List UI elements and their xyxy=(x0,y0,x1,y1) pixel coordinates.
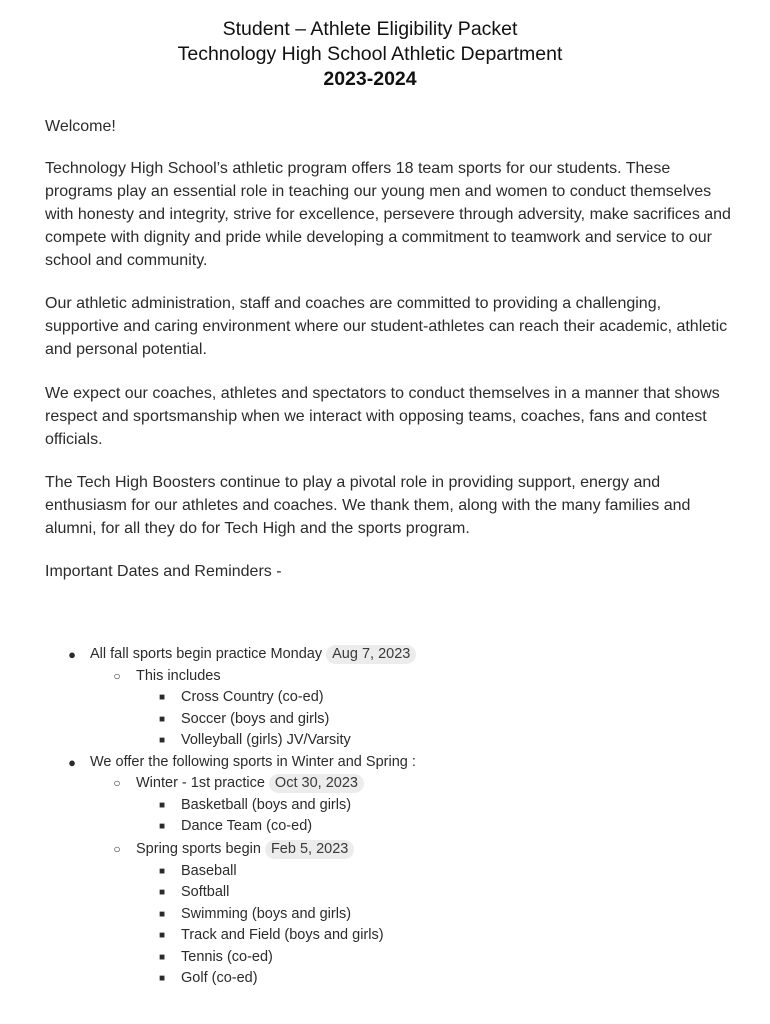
list-item xyxy=(0,882,770,904)
bullet-square-icon: ■ xyxy=(158,735,166,746)
paragraph-program: Technology High School’s athletic program offers 18 team sports for our students. These programs play an essential role in teaching our young men and women to conduct themselves with honesty and integrity, strive for excellence, persevere through adversity, make sacrifices and compete with dignity and pride while developing a commitment to teamwork and service to our school and community. xyxy=(45,160,731,269)
spring-begin-text: Spring sports begin xyxy=(136,841,261,857)
dates-list xyxy=(0,644,770,990)
bullet-disc-icon: ● xyxy=(68,754,76,770)
list-item xyxy=(0,752,770,774)
sport-item: Track and Field (boys and girls) xyxy=(181,927,384,943)
list-item xyxy=(0,861,770,883)
date-chip[interactable]: Aug 7, 2023 xyxy=(326,645,416,664)
bullet-square-icon: ■ xyxy=(158,930,166,941)
welcome-text: Welcome! xyxy=(45,118,116,135)
bullet-circle-icon: ○ xyxy=(113,842,121,856)
bullet-circle-icon: ○ xyxy=(113,776,121,790)
sport-item: Soccer (boys and girls) xyxy=(181,710,330,727)
sport-item: Swimming (boys and girls) xyxy=(181,905,352,922)
paragraph-conduct: We expect our coaches, athletes and spectators to conduct themselves in a manner that shows respect and sportsmanship when we interact with opposing teams, coaches, fans and contest officials. xyxy=(45,385,720,448)
date-chip[interactable]: Oct 30, 2023 xyxy=(269,774,364,793)
list-item xyxy=(0,644,770,666)
bullet-square-icon: ■ xyxy=(158,821,166,832)
list-item xyxy=(0,968,770,990)
winter-spring-text: We offer the following sports in Winter and Spring : xyxy=(90,753,416,770)
list-item xyxy=(0,730,770,752)
bullet-square-icon: ■ xyxy=(158,865,166,877)
fall-practice-text: All fall sports begin practice Monday xyxy=(90,646,323,662)
bullet-square-icon: ■ xyxy=(158,799,166,811)
list-item xyxy=(0,816,770,838)
list-item xyxy=(0,709,770,731)
bullet-circle-icon: ○ xyxy=(113,668,121,683)
document-year: 2023-2024 xyxy=(323,68,417,90)
dates-heading: Important Dates and Reminders - xyxy=(45,563,282,580)
date-chip[interactable]: Feb 5, 2023 xyxy=(265,840,354,859)
paragraph-boosters: The Tech High Boosters continue to play a pivotal role in providing support, energy and enthusiasm for our athletes and coaches. We thank them, along with the many families and alumni, for all they do for Tech High and the sports program. xyxy=(45,474,691,537)
list-item xyxy=(0,773,770,795)
sport-item: Basketball (boys and girls) xyxy=(181,796,352,813)
bullet-square-icon: ■ xyxy=(158,951,166,963)
bullet-square-icon: ■ xyxy=(158,887,166,898)
bullet-square-icon: ■ xyxy=(158,973,166,984)
bullet-square-icon: ■ xyxy=(158,713,166,725)
sport-item: Golf (co-ed) xyxy=(181,970,258,986)
sport-item: Cross Country (co-ed) xyxy=(181,689,324,705)
list-item xyxy=(0,925,770,947)
list-item xyxy=(0,839,770,861)
winter-practice-text: Winter - 1st practice xyxy=(136,775,265,791)
bullet-square-icon: ■ xyxy=(158,692,166,703)
fall-includes-text: This includes xyxy=(136,667,221,684)
list-item xyxy=(0,666,770,688)
list-item xyxy=(0,947,770,969)
document-title: Student – Athlete Eligibility Packet xyxy=(222,18,518,40)
sport-item: Volleyball (girls) JV/Varsity xyxy=(181,732,351,748)
bullet-square-icon: ■ xyxy=(158,908,166,920)
document-header xyxy=(0,17,740,92)
bullet-disc-icon: ● xyxy=(68,647,76,662)
list-item xyxy=(0,795,770,817)
sport-item: Baseball xyxy=(181,862,237,879)
sport-item: Softball xyxy=(181,884,230,900)
sport-item: Dance Team (co-ed) xyxy=(181,818,313,834)
sport-item: Tennis (co-ed) xyxy=(181,948,273,965)
list-item xyxy=(0,904,770,926)
paragraph-administration: Our athletic administration, staff and coaches are committed to providing a challenging, supportive and caring environment where our student-athletes can reach their academic, athletic and personal potential. xyxy=(45,295,728,358)
list-item xyxy=(0,687,770,709)
document-subtitle: Technology High School Athletic Department xyxy=(177,43,563,65)
